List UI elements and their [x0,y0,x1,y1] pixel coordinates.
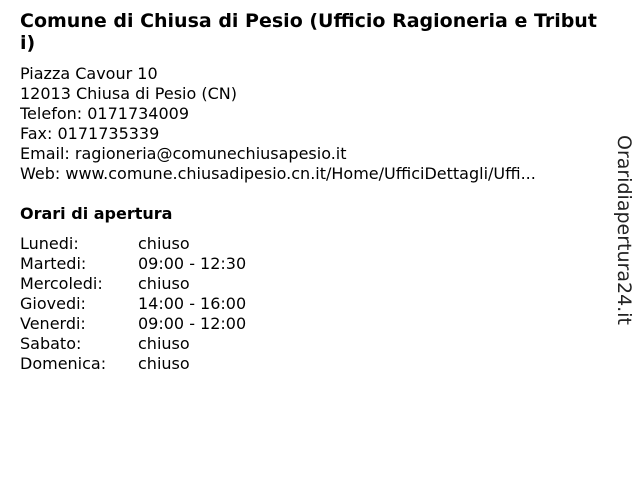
day-hours: chiuso [138,234,190,253]
hours-row-tuesday [20,254,246,274]
day-hours: chiuso [138,334,190,353]
day-label: Giovedi: [20,294,86,313]
fax-number: Fax: 0171735339 [20,124,160,143]
day-label: Mercoledi: [20,274,103,293]
day-hours: 14:00 - 16:00 [138,294,247,313]
day-label: Martedi: [20,254,87,273]
address-block [20,64,600,184]
day-hours: 09:00 - 12:30 [138,254,247,273]
hours-row-sunday [20,354,246,374]
office-title: Comune di Chiusa di Pesio (Ufficio Ragioneria e Tributi) [20,10,597,54]
day-label: Sabato: [20,334,82,353]
hours-row-wednesday [20,274,246,294]
hours-row-saturday [20,334,246,354]
day-hours: chiuso [138,354,190,373]
day-hours: chiuso [138,274,190,293]
day-label: Domenica: [20,354,107,373]
hours-row-monday [20,234,246,254]
street-address: Piazza Cavour 10 [20,64,158,83]
hours-row-friday [20,314,246,334]
opening-hours-table [20,234,246,374]
day-label: Venerdi: [20,314,86,333]
hours-row-thursday [20,294,246,314]
day-label: Lunedi: [20,234,79,253]
website-url: Web: www.comune.chiusadipesio.cn.it/Home/UfficiDettagli/Uffi... [20,164,536,183]
city-line: 12013 Chiusa di Pesio (CN) [20,84,237,103]
phone-number: Telefon: 0171734009 [20,104,190,123]
opening-hours-heading: Orari di apertura [20,204,173,223]
site-watermark: Oraridiapertura24.it [613,135,635,325]
day-hours: 09:00 - 12:00 [138,314,247,333]
email-address: Email: ragioneria@comunechiusapesio.it [20,144,347,163]
